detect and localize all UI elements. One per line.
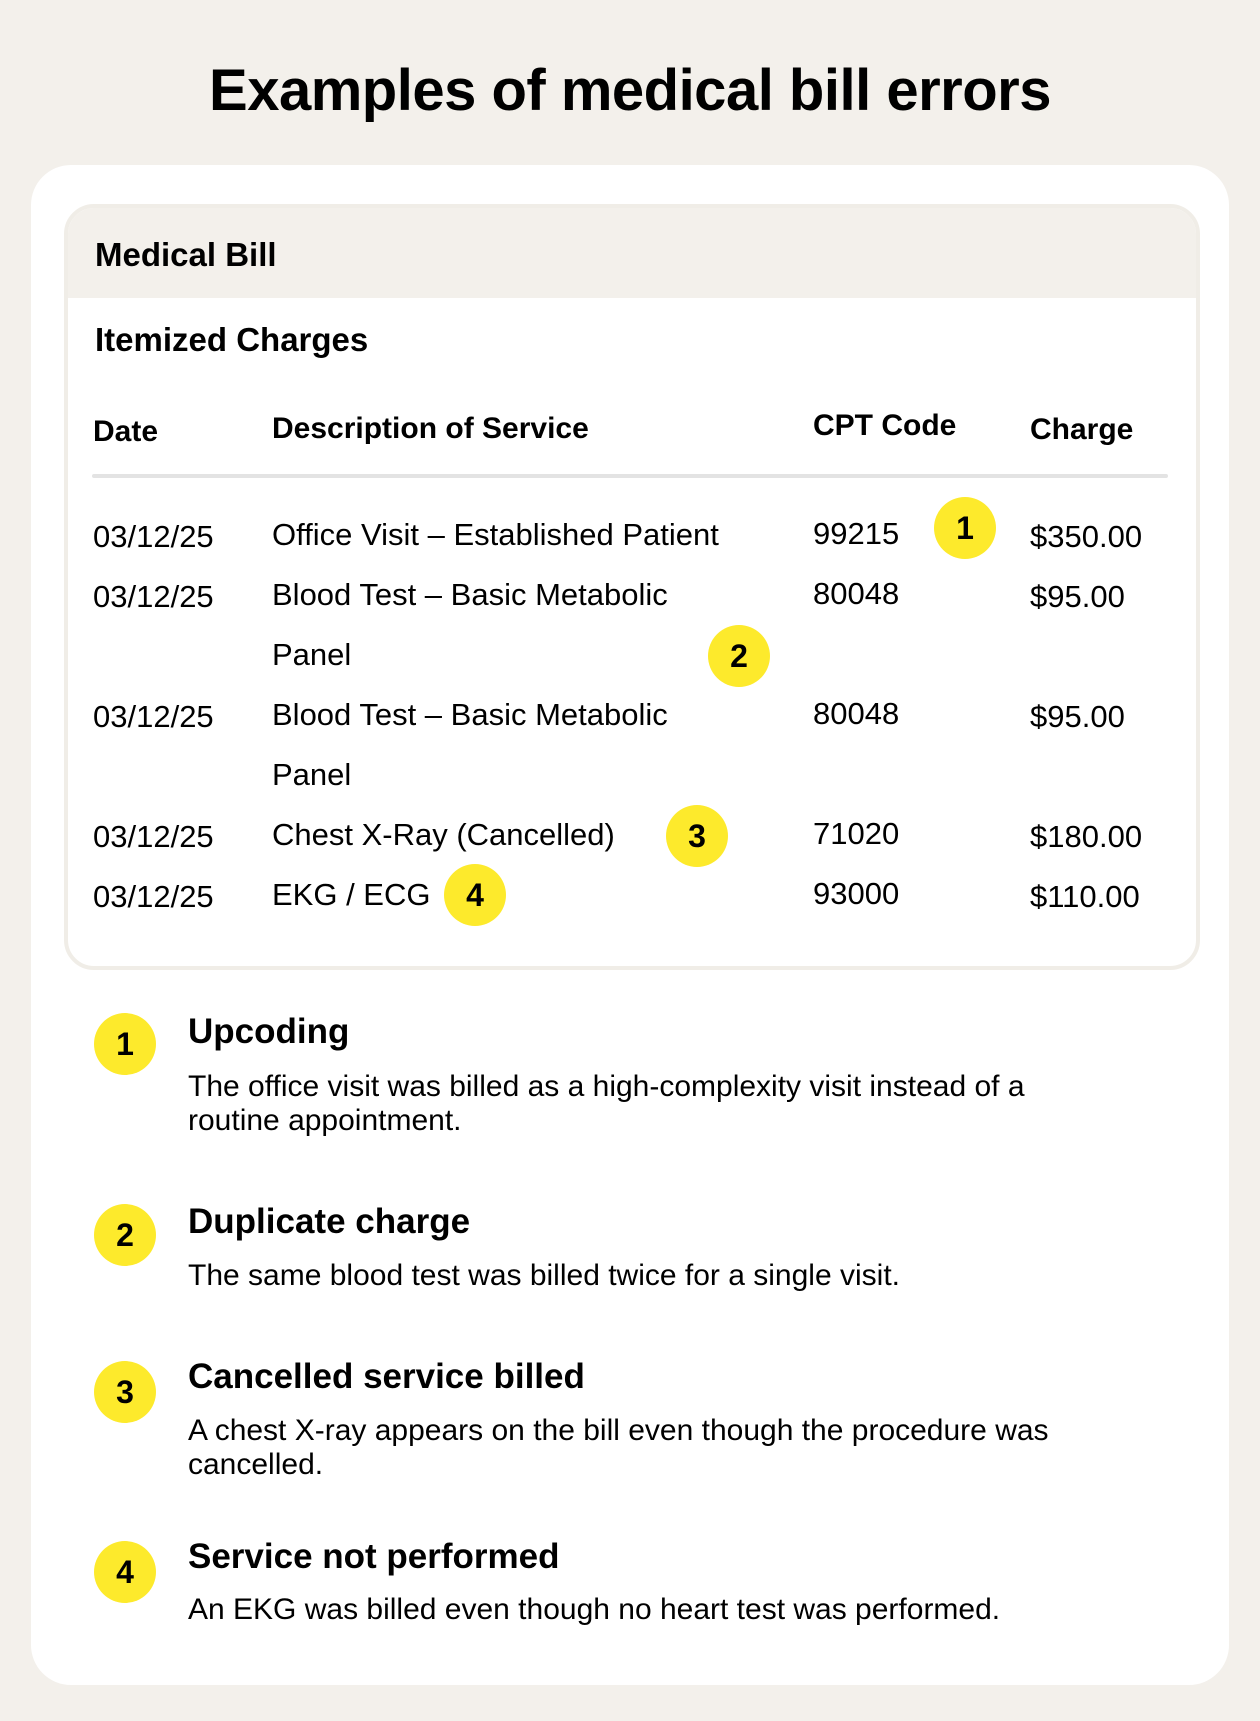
row-2-description-line2: Panel: [272, 637, 352, 672]
bill-title: Medical Bill: [95, 236, 277, 273]
row-1-cpt: 99215: [813, 516, 900, 551]
row-4-cpt: 71020: [813, 816, 900, 851]
row-1-description: Office Visit – Established Patient: [272, 517, 719, 552]
row-3-description: Blood Test – Basic Metabolic: [272, 697, 668, 732]
legend-desc-upcoding-line2: routine appointment.: [188, 1104, 462, 1137]
page-title: Examples of medical bill errors: [209, 58, 1051, 123]
column-header-charge: Charge: [1030, 413, 1134, 446]
row-3-description-line2: Panel: [272, 757, 352, 792]
column-header-description: Description of Service: [272, 412, 589, 445]
legend-desc-duplicate: The same blood test was billed twice for a single visit.: [188, 1259, 900, 1292]
legend-desc-upcoding: The office visit was billed as a high-complexity visit instead of a: [188, 1070, 1025, 1103]
error-badge-1: 1: [934, 497, 996, 559]
legend-title-duplicate: Duplicate charge: [188, 1202, 471, 1241]
legend-title-upcoding: Upcoding: [188, 1012, 350, 1051]
row-3-charge: $95.00: [1030, 699, 1125, 734]
row-2-charge: $95.00: [1030, 579, 1125, 614]
row-5-charge: $110.00: [1030, 879, 1140, 914]
row-4-date: 03/12/25: [93, 819, 214, 854]
row-2-date: 03/12/25: [93, 579, 214, 614]
error-badge-3: 3: [666, 805, 728, 867]
header-divider: [92, 474, 1168, 478]
row-3-date: 03/12/25: [93, 699, 214, 734]
legend-badge-4: 4: [94, 1541, 156, 1603]
legend-badge-2: 2: [94, 1204, 156, 1266]
row-3-cpt: 80048: [813, 696, 900, 731]
error-badge-4: 4: [444, 864, 506, 926]
legend-title-cancelled: Cancelled service billed: [188, 1357, 585, 1396]
row-5-date: 03/12/25: [93, 879, 214, 914]
row-4-description: Chest X-Ray (Cancelled): [272, 817, 615, 852]
row-5-cpt: 93000: [813, 876, 900, 911]
section-title: Itemized Charges: [95, 321, 369, 358]
error-badge-2: 2: [708, 625, 770, 687]
row-5-description: EKG / ECG: [272, 877, 431, 912]
legend-badge-1: 1: [94, 1013, 156, 1075]
row-2-description: Blood Test – Basic Metabolic: [272, 577, 668, 612]
row-1-date: 03/12/25: [93, 519, 214, 554]
row-1-charge: $350.00: [1030, 519, 1143, 554]
legend-badge-3: 3: [94, 1361, 156, 1423]
legend-desc-cancelled-line2: cancelled.: [188, 1448, 324, 1481]
column-header-date: Date: [93, 415, 159, 448]
legend-desc-cancelled: A chest X-ray appears on the bill even though the procedure was: [188, 1414, 1049, 1447]
row-4-charge: $180.00: [1030, 819, 1143, 854]
row-2-cpt: 80048: [813, 576, 900, 611]
legend-desc-not-performed: An EKG was billed even though no heart test was performed.: [188, 1593, 1001, 1626]
legend-title-not-performed: Service not performed: [188, 1537, 560, 1576]
column-header-cpt: CPT Code: [813, 409, 957, 442]
